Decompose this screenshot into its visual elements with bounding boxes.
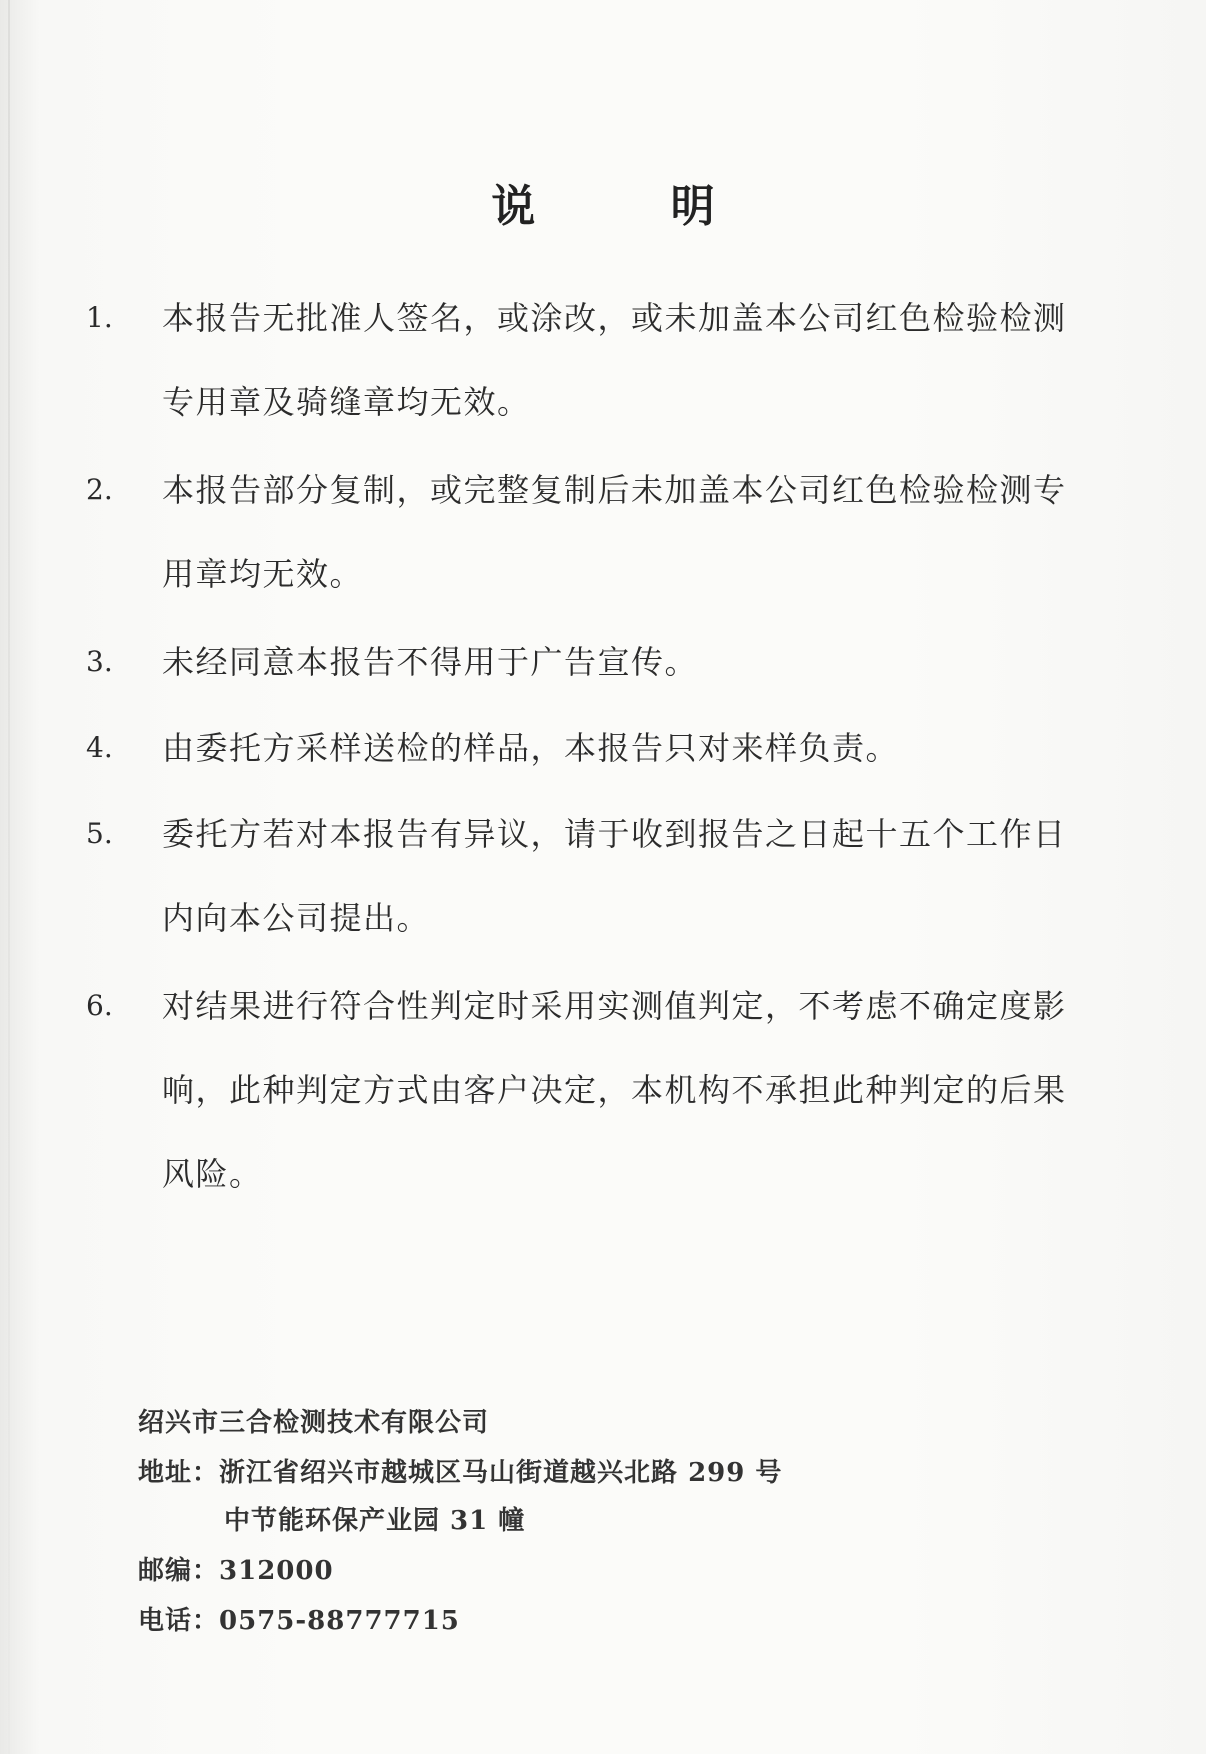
page-title: 说 明	[491, 181, 775, 232]
item-number: 5.	[86, 817, 113, 850]
paper-fold-shadow	[8, 0, 10, 1754]
item-text: 未经同意本报告不得用于广告宣传。	[162, 643, 699, 681]
postcode-line	[138, 1550, 334, 1587]
item-text: 委托方若对本报告有异议，请于收到报告之日起十五个工作日内向本公司提出。	[162, 815, 1067, 937]
postcode-value: 312000	[219, 1556, 334, 1586]
item-number: 2.	[86, 473, 113, 506]
address-value: 浙江省绍兴市越城区马山街道越兴北路 299 号	[219, 1458, 783, 1488]
item-text: 对结果进行符合性判定时采用实测值判定，不考虑不确定度影响，此种判定方式由客户决定，本机构不承担此种判定的后果风险。	[162, 987, 1067, 1193]
phone-line	[138, 1600, 460, 1637]
company-name: 绍兴市三合检测技术有限公司	[138, 1408, 490, 1438]
phone-value: 0575-88777715	[219, 1606, 460, 1636]
item-number: 6.	[86, 989, 113, 1022]
address-label: 地址：	[138, 1458, 220, 1488]
item-number: 4.	[86, 731, 113, 764]
phone-label: 电话：	[138, 1606, 220, 1636]
item-text: 由委托方采样送检的样品，本报告只对来样负责。	[162, 729, 900, 767]
item-text: 本报告部分复制，或完整复制后未加盖本公司红色检验检测专用章均无效。	[162, 471, 1067, 593]
item-number: 3.	[86, 645, 113, 678]
item-number: 1.	[86, 301, 113, 334]
item-text: 本报告无批准人签名，或涂改，或未加盖本公司红色检验检测专用章及骑缝章均无效。	[162, 299, 1067, 421]
address-line-2: 中节能环保产业园 31 幢	[224, 1506, 526, 1536]
address-line-1	[138, 1452, 782, 1489]
postcode-label: 邮编：	[138, 1556, 220, 1586]
